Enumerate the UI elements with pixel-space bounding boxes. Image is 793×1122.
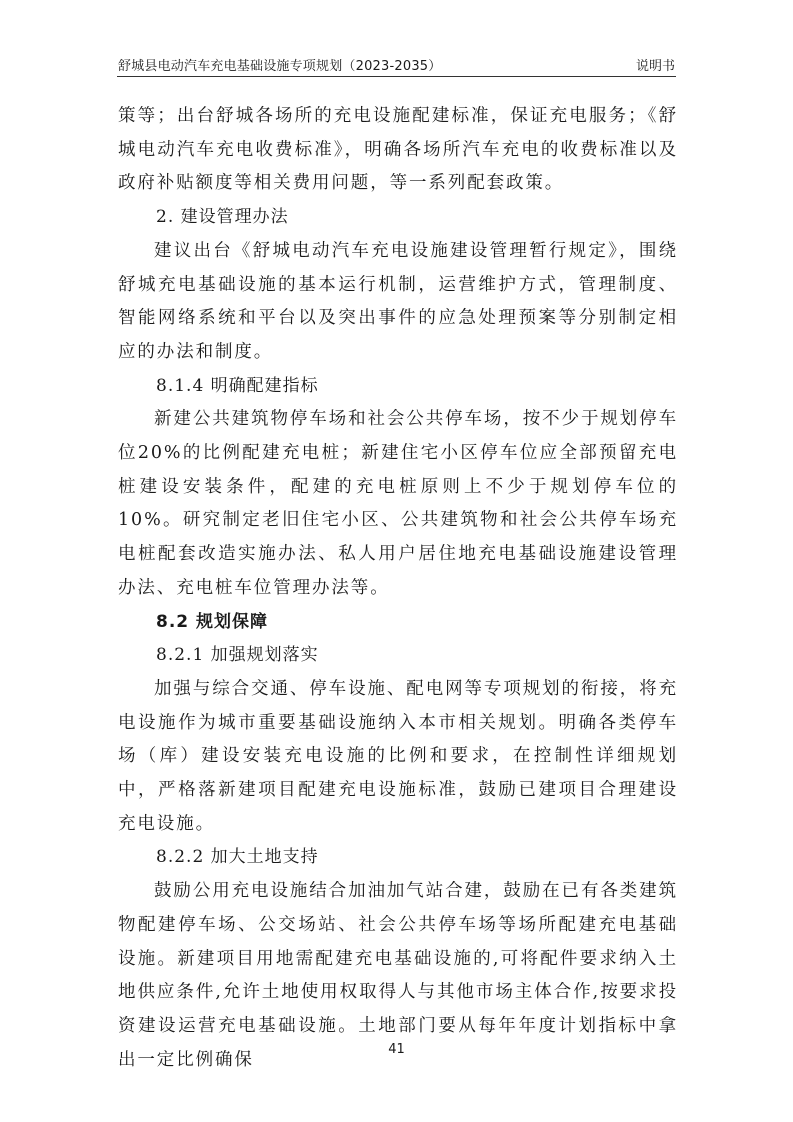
page-number: 41 [388, 1042, 405, 1057]
heading-construction-management: 2. 建设管理办法 [156, 207, 289, 228]
heading-8-2-1: 8.2.1 加强规划落实 [156, 645, 319, 666]
paragraph-policy-continuation: 策等；出台舒城各场所的充电设施配建标准，保证充电服务；《舒城电动汽车充电收费标准》，明确各场所汽车充电的收费标准以及政府补贴额度等相关费用问题，等一系列配套政策。 [118, 106, 678, 194]
paragraph-land-support: 鼓励公用充电设施结合加油加气站合建，鼓励在已有各类建筑物配建停车场、公交场站、社会公共停车场等场所配建充电基础设施。新建项目用地需配建充电基础设施的,可将配件要求纳入土地供应条件,允许土地使用权取得人与其他市场主体合作,按要求投资建设运营充电基础设施。土地部门要从每年年度计划指标中拿出一定比例确保 [118, 881, 678, 1070]
heading-8-1-4: 8.1.4 明确配建指标 [156, 375, 319, 396]
document-header-title: 舒城县电动汽车充电基础设施专项规划（2023-2035） [118, 59, 442, 74]
heading-8-2-2: 8.2.2 加大土地支持 [156, 847, 319, 868]
document-header-section: 说明书 [635, 59, 675, 74]
paragraph-construction-management: 建议出台《舒城电动汽车充电设施建设管理暂行规定》，围绕舒城充电基础设施的基本运行机制，运营维护方式，管理制度、智能网络系统和平台以及突出事件的应急处理预案等分别制定相应的办法和制度。 [118, 240, 678, 362]
heading-8-2: 8.2 规划保障 [156, 611, 269, 632]
paragraph-planning-implementation: 加强与综合交通、停车设施、配电网等专项规划的衔接，将充电设施作为城市重要基础设施纳入本市相关规划。明确各类停车场（库）建设安装充电设施的比例和要求，在控制性详细规划中，严格落新建项目配建充电设施标准，鼓励已建项目合理建设充电设施。 [118, 678, 678, 834]
page-body [118, 100, 678, 1077]
header-divider [117, 76, 676, 77]
paragraph-allocation-indicators: 新建公共建筑物停车场和社会公共停车场，按不少于规划停车位20%的比例配建充电桩；新建住宅小区停车位应全部预留充电桩建设安装条件，配建的充电桩原则上不少于规划停车位的 10%。研究制定老旧住宅小区、公共建筑物和社会公共停车场充电桩配套改造实施办法、私人用户居住地充电基础设施建设管理办法、充电桩车位管理办法等。 [118, 409, 678, 598]
